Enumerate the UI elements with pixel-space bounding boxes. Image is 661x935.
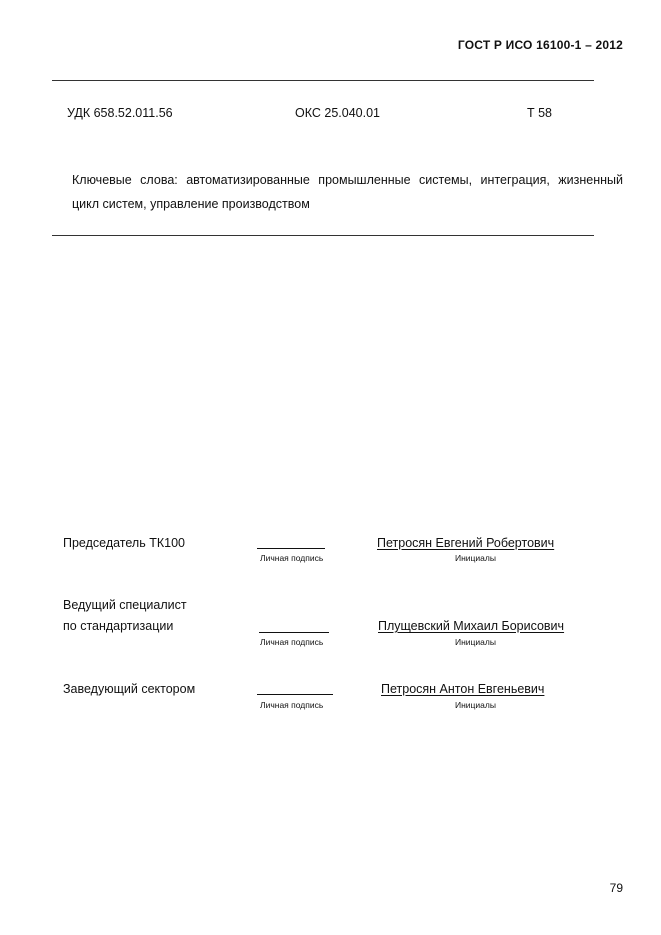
signature-caption: Личная подпись	[260, 553, 324, 563]
signature-line	[257, 548, 325, 549]
initials-caption: Инициалы	[455, 700, 496, 710]
signatory-name: Петросян Антон Евгеньевич	[381, 682, 545, 696]
signature-position: Ведущий специалист	[63, 598, 187, 612]
udk-code: УДК 658.52.011.56	[67, 106, 173, 120]
initials-caption: Инициалы	[455, 637, 496, 647]
bottom-divider	[52, 235, 594, 236]
signatory-name: Плущевский Михаил Борисович	[378, 619, 565, 633]
signature-position-line2: по стандартизации	[63, 619, 174, 633]
initials-caption: Инициалы	[455, 553, 496, 563]
signature-position: Заведующий сектором	[63, 682, 196, 696]
oks-code: ОКС 25.040.01	[295, 106, 380, 120]
page-number: 79	[609, 881, 623, 895]
signature-position: Председатель ТК100	[63, 536, 185, 550]
keywords-paragraph: Ключевые слова: автоматизированные промышленные системы, интеграция, жизненный цикл систем, управление производством	[72, 173, 623, 211]
signatory-name: Петросян Евгений Робертович	[377, 536, 555, 550]
signature-caption: Личная подпись	[260, 700, 324, 710]
signature-line	[259, 632, 329, 633]
top-divider	[52, 80, 594, 81]
standard-code-header: ГОСТ Р ИСО 16100-1 – 2012	[457, 38, 623, 52]
signature-caption: Личная подпись	[260, 637, 324, 647]
t-code: Т 58	[527, 106, 553, 120]
signature-line	[257, 694, 333, 695]
